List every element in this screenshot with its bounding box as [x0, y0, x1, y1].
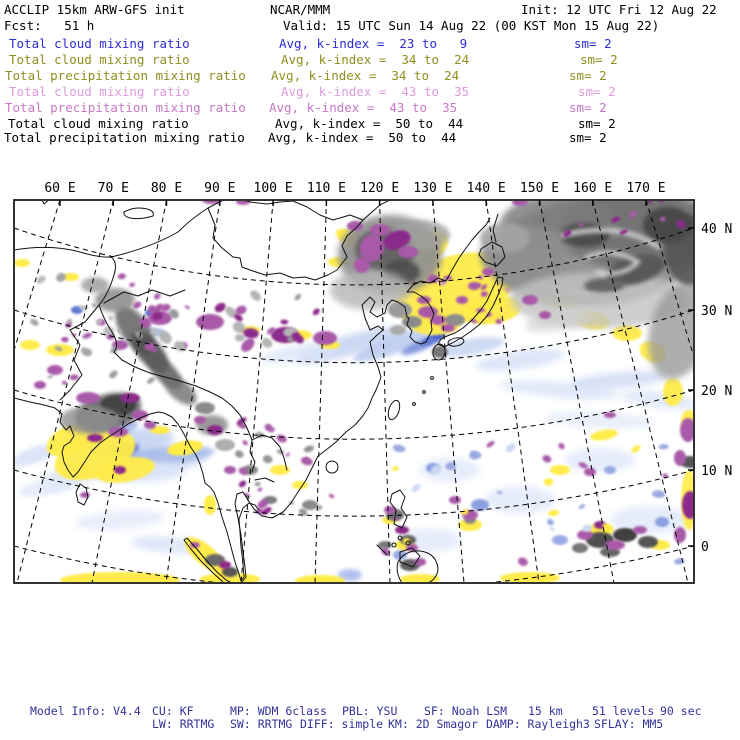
- lon-tick-label: 100 E: [253, 181, 293, 196]
- field-label: Total cloud mixing ratio: [9, 84, 190, 99]
- lon-tick-label: 120 E: [360, 181, 400, 196]
- lat-tick-label: 40 N: [701, 222, 733, 237]
- lon-tick-label: 70 E: [97, 181, 129, 196]
- sm-value: sm= 2: [569, 100, 607, 115]
- model-info-sw: SW: RRTMG: [230, 717, 293, 731]
- kindex-value: Avg, k-index = 43 to 35: [269, 100, 458, 115]
- model-info-mp: MP: WDM 6class: [230, 704, 327, 718]
- field-label: Total cloud mixing ratio: [8, 116, 189, 131]
- kindex-value: Avg, k-index = 50 to 44: [268, 130, 457, 145]
- latitude-axis: [701, 222, 732, 555]
- kindex-value: Avg, k-index = 34 to 24: [271, 68, 460, 83]
- model-info-version: Model Info: V4.4: [30, 704, 141, 718]
- sm-value: sm= 2: [578, 116, 616, 131]
- sm-value: sm= 2: [569, 130, 607, 145]
- lon-tick-label: 170 E: [626, 181, 666, 196]
- model-info-lw: LW: RRTMG: [152, 717, 215, 731]
- kindex-value: Avg, k-index = 34 to 24: [281, 52, 470, 67]
- sm-value: sm= 2: [580, 52, 618, 67]
- lon-tick-label: 130 E: [413, 181, 453, 196]
- org-name: NCAR/MMM: [270, 2, 331, 17]
- model-info-km: KM: 2D Smagor: [388, 717, 479, 731]
- model-info-cu: CU: KF: [152, 704, 194, 718]
- sm-value: sm= 2: [569, 68, 607, 83]
- model-info-damp: DAMP: Rayleigh3: [486, 717, 590, 731]
- kindex-value: Avg, k-index = 50 to 44: [275, 116, 464, 131]
- kindex-value: Avg, k-index = 23 to 9: [279, 36, 468, 51]
- model-info-step: 90 sec: [660, 704, 702, 718]
- field-label: Total precipitation mixing ratio: [5, 68, 246, 83]
- lat-tick-label: 10 N: [701, 464, 733, 479]
- lon-tick-label: 60 E: [44, 181, 76, 196]
- sm-value: sm= 2: [574, 36, 612, 51]
- field-label: Total cloud mixing ratio: [9, 52, 190, 67]
- lon-tick-label: 90 E: [204, 181, 236, 196]
- model-info-sflay: SFLAY: MM5: [594, 717, 664, 731]
- lat-tick-label: 30 N: [701, 304, 733, 319]
- lon-tick-label: 140 E: [466, 181, 506, 196]
- model-info-grid: 15 km: [528, 704, 563, 718]
- model-info-diff: DIFF: simple: [300, 717, 384, 731]
- page-title: ACCLIP 15km ARW-GFS init: [4, 2, 185, 17]
- fcst-hour: Fcst: 51 h: [4, 18, 95, 33]
- field-label: Total cloud mixing ratio: [9, 36, 190, 51]
- field-label: Total precipitation mixing ratio: [5, 100, 246, 115]
- sm-value: sm= 2: [578, 84, 616, 99]
- longitude-axis: [44, 181, 665, 196]
- init-time: Init: 12 UTC Fri 12 Aug 22: [521, 2, 717, 17]
- lat-tick-label: 0: [701, 540, 709, 555]
- model-info-levels: 51 levels: [592, 704, 655, 718]
- lat-tick-label: 20 N: [701, 384, 733, 399]
- field-label: Total precipitation mixing ratio: [4, 130, 245, 145]
- lon-tick-label: 160 E: [573, 181, 613, 196]
- kindex-value: Avg, k-index = 43 to 35: [281, 84, 470, 99]
- model-info-sf: SF: Noah LSM: [424, 704, 508, 718]
- lon-tick-label: 80 E: [150, 181, 183, 196]
- lon-tick-label: 150 E: [519, 181, 560, 196]
- lon-tick-label: 110 E: [306, 181, 346, 196]
- valid-time: Valid: 15 UTC Sun 14 Aug 22 (00 KST Mon 15 Aug 22): [283, 18, 660, 33]
- model-info-pbl: PBL: YSU: [342, 704, 398, 718]
